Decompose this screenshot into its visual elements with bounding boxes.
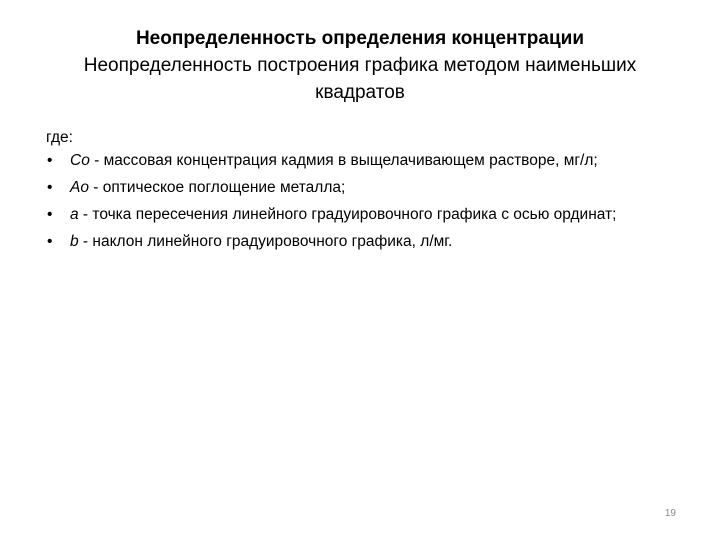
- term-co: Co: [70, 152, 90, 169]
- bullet-icon: •: [47, 206, 53, 223]
- definition-ao: - оптическое поглощение металла;: [88, 179, 346, 196]
- definition-co: - массовая концентрация кадмия в выщелачивающем растворе, мг/л;: [89, 152, 598, 169]
- slide-title: Неопределенность определения концентрации: [135, 28, 585, 49]
- bullet-icon: •: [47, 152, 53, 169]
- term-ao: Ao: [70, 179, 89, 196]
- definition-a: - точка пересечения линейного градуировочного графика с осью ординат;: [78, 206, 617, 223]
- definition-b: - наклон линейного градуировочного графика, л/мг.: [78, 233, 453, 250]
- bullet-icon: •: [47, 233, 53, 250]
- term-a: a: [70, 206, 79, 223]
- definition-item-b: [46, 230, 686, 253]
- bullet-icon: •: [47, 179, 53, 196]
- definition-list: [46, 149, 686, 253]
- definition-item-ao: [46, 176, 686, 199]
- title-block: [60, 26, 660, 106]
- definition-item-a: [46, 203, 686, 226]
- definition-item-co: [46, 149, 686, 172]
- slide-body: [46, 126, 686, 257]
- slide-subtitle: Неопределенность построения графика методом наименьших квадратов: [83, 55, 637, 103]
- term-b: b: [70, 233, 79, 250]
- intro-text: где:: [46, 129, 73, 146]
- page-number: 19: [664, 508, 676, 519]
